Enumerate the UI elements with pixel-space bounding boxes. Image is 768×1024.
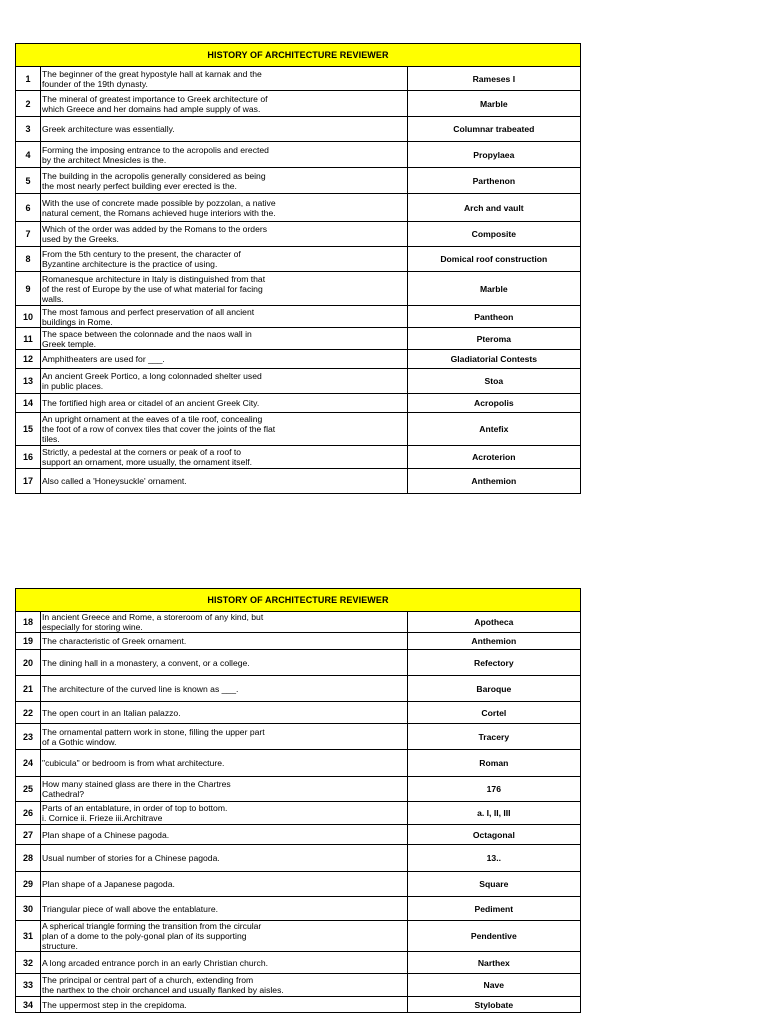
table-row: [16, 446, 581, 469]
question-text: Plan shape of a Chinese pagoda.: [41, 825, 408, 845]
answer-text: Pantheon: [407, 306, 580, 328]
answer-text: Acroterion: [407, 446, 580, 469]
question-number: 14: [16, 394, 41, 413]
question-number: 20: [16, 650, 41, 676]
answer-text: Stylobate: [407, 997, 580, 1013]
table-row: [16, 328, 581, 350]
question-number: 26: [16, 802, 41, 825]
question-number: 16: [16, 446, 41, 469]
answer-text: Octagonal: [407, 825, 580, 845]
question-text: Triangular piece of wall above the entablature.: [41, 897, 408, 921]
question-number: 30: [16, 897, 41, 921]
table-row: [16, 650, 581, 676]
question-text: Which of the order was added by the Romans to the orders used by the Greeks.: [41, 222, 408, 247]
table-row: [16, 921, 581, 952]
reviewer-table-1: [15, 43, 581, 494]
table-row: [16, 802, 581, 825]
question-number: 27: [16, 825, 41, 845]
table-row: [16, 247, 581, 272]
table-row: [16, 306, 581, 328]
answer-text: Tracery: [407, 724, 580, 750]
table-row: [16, 91, 581, 117]
question-number: 2: [16, 91, 41, 117]
question-text: A spherical triangle forming the transition from the circular plan of a dome to the poly-gonal plan of its supporting structure.: [41, 921, 408, 952]
question-text: Amphitheaters are used for ___.: [41, 350, 408, 369]
answer-text: Cortel: [407, 702, 580, 724]
question-text: From the 5th century to the present, the character of Byzantine architecture is the practice of using.: [41, 247, 408, 272]
answer-text: Anthemion: [407, 633, 580, 650]
question-number: 33: [16, 974, 41, 997]
question-text: The uppermost step in the crepidoma.: [41, 997, 408, 1013]
question-text: Usual number of stories for a Chinese pagoda.: [41, 845, 408, 872]
answer-text: Acropolis: [407, 394, 580, 413]
table-row: [16, 750, 581, 777]
table-row: [16, 897, 581, 921]
answer-text: Refectory: [407, 650, 580, 676]
question-number: 7: [16, 222, 41, 247]
question-number: 3: [16, 117, 41, 142]
question-text: The principal or central part of a church, extending from the narthex to the choir orchancel and usually flanked by aisles.: [41, 974, 408, 997]
table-row: [16, 272, 581, 306]
question-text: Greek architecture was essentially.: [41, 117, 408, 142]
answer-text: Baroque: [407, 676, 580, 702]
question-number: 13: [16, 369, 41, 394]
table-title: HISTORY OF ARCHITECTURE REVIEWER: [16, 589, 581, 612]
answer-text: Marble: [407, 91, 580, 117]
question-number: 17: [16, 469, 41, 494]
question-text: The characteristic of Greek ornament.: [41, 633, 408, 650]
question-text: The ornamental pattern work in stone, filling the upper part of a Gothic window.: [41, 724, 408, 750]
question-number: 1: [16, 67, 41, 91]
answer-text: Anthemion: [407, 469, 580, 494]
question-number: 28: [16, 845, 41, 872]
answer-text: Narthex: [407, 952, 580, 974]
table-row: [16, 413, 581, 446]
question-text: In ancient Greece and Rome, a storeroom of any kind, but especially for storing wine.: [41, 612, 408, 633]
answer-text: Square: [407, 872, 580, 897]
table-row: [16, 117, 581, 142]
question-number: 24: [16, 750, 41, 777]
question-text: The open court in an Italian palazzo.: [41, 702, 408, 724]
table-row: [16, 350, 581, 369]
question-number: 4: [16, 142, 41, 168]
question-text: The space between the colonnade and the naos wall in Greek temple.: [41, 328, 408, 350]
question-number: 22: [16, 702, 41, 724]
table-row: [16, 194, 581, 222]
question-number: 18: [16, 612, 41, 633]
question-text: With the use of concrete made possible by pozzolan, a native natural cement, the Romans achieved huge interiors with the.: [41, 194, 408, 222]
table-row: [16, 469, 581, 494]
table-row: [16, 845, 581, 872]
question-number: 11: [16, 328, 41, 350]
table-row: [16, 952, 581, 974]
table-row: [16, 142, 581, 168]
question-text: An ancient Greek Portico, a long colonnaded shelter used in public places.: [41, 369, 408, 394]
answer-text: Propylaea: [407, 142, 580, 168]
question-text: Forming the imposing entrance to the acropolis and erected by the architect Mnesicles is the.: [41, 142, 408, 168]
table-row: [16, 394, 581, 413]
table-row: [16, 369, 581, 394]
question-number: 32: [16, 952, 41, 974]
table-row: [16, 777, 581, 802]
question-number: 34: [16, 997, 41, 1013]
question-text: The building in the acropolis generally considered as being the most nearly perfect building ever erected is the.: [41, 168, 408, 194]
answer-text: Columnar trabeated: [407, 117, 580, 142]
question-number: 19: [16, 633, 41, 650]
answer-text: Arch and vault: [407, 194, 580, 222]
question-number: 15: [16, 413, 41, 446]
answer-text: Pediment: [407, 897, 580, 921]
answer-text: 13..: [407, 845, 580, 872]
question-number: 21: [16, 676, 41, 702]
question-text: The mineral of greatest importance to Greek architecture of which Greece and her domains had ample supply of was.: [41, 91, 408, 117]
question-number: 9: [16, 272, 41, 306]
question-text: An upright ornament at the eaves of a tile roof, concealing the foot of a row of convex tiles that cover the joints of the flat tiles.: [41, 413, 408, 446]
question-text: Also called a 'Honeysuckle' ornament.: [41, 469, 408, 494]
table-row: [16, 633, 581, 650]
answer-text: Pendentive: [407, 921, 580, 952]
question-number: 6: [16, 194, 41, 222]
answer-text: Apotheca: [407, 612, 580, 633]
question-number: 25: [16, 777, 41, 802]
answer-text: 176: [407, 777, 580, 802]
question-number: 23: [16, 724, 41, 750]
table-row: [16, 168, 581, 194]
question-number: 5: [16, 168, 41, 194]
answer-text: a. I, II, III: [407, 802, 580, 825]
table-title-row: [16, 589, 581, 612]
table-row: [16, 676, 581, 702]
question-text: The architecture of the curved line is known as ___.: [41, 676, 408, 702]
question-text: "cubicula" or bedroom is from what architecture.: [41, 750, 408, 777]
question-number: 8: [16, 247, 41, 272]
answer-text: Pteroma: [407, 328, 580, 350]
answer-text: Composite: [407, 222, 580, 247]
table-row: [16, 702, 581, 724]
answer-text: Roman: [407, 750, 580, 777]
reviewer-table-2: [15, 588, 581, 1013]
table-row: [16, 974, 581, 997]
question-text: Romanesque architecture in Italy is distinguished from that of the rest of Europe by the use of what material for facing walls.: [41, 272, 408, 306]
question-text: The most famous and perfect preservation of all ancient buildings in Rome.: [41, 306, 408, 328]
table-row: [16, 222, 581, 247]
answer-text: Gladiatorial Contests: [407, 350, 580, 369]
reviewer-table-2-body: [16, 589, 581, 1013]
table-title-row: [16, 44, 581, 67]
table-row: [16, 997, 581, 1013]
table-row: [16, 612, 581, 633]
answer-text: Parthenon: [407, 168, 580, 194]
question-text: How many stained glass are there in the Chartres Cathedral?: [41, 777, 408, 802]
answer-text: Rameses I: [407, 67, 580, 91]
question-text: Parts of an entablature, in order of top to bottom. i. Cornice ii. Frieze iii.Architrave: [41, 802, 408, 825]
answer-text: Nave: [407, 974, 580, 997]
table-row: [16, 825, 581, 845]
answer-text: Stoa: [407, 369, 580, 394]
question-text: The beginner of the great hypostyle hall at karnak and the founder of the 19th dynasty.: [41, 67, 408, 91]
question-text: A long arcaded entrance porch in an early Christian church.: [41, 952, 408, 974]
question-number: 12: [16, 350, 41, 369]
answer-text: Marble: [407, 272, 580, 306]
answer-text: Domical roof construction: [407, 247, 580, 272]
question-text: Plan shape of a Japanese pagoda.: [41, 872, 408, 897]
question-text: The dining hall in a monastery, a convent, or a college.: [41, 650, 408, 676]
question-number: 31: [16, 921, 41, 952]
table-row: [16, 724, 581, 750]
table-title: HISTORY OF ARCHITECTURE REVIEWER: [16, 44, 581, 67]
reviewer-table-1-body: [16, 44, 581, 494]
question-text: The fortified high area or citadel of an ancient Greek City.: [41, 394, 408, 413]
question-number: 29: [16, 872, 41, 897]
table-row: [16, 872, 581, 897]
answer-text: Antefix: [407, 413, 580, 446]
question-text: Strictly, a pedestal at the corners or peak of a roof to support an ornament, more usually, the ornament itself.: [41, 446, 408, 469]
table-row: [16, 67, 581, 91]
question-number: 10: [16, 306, 41, 328]
